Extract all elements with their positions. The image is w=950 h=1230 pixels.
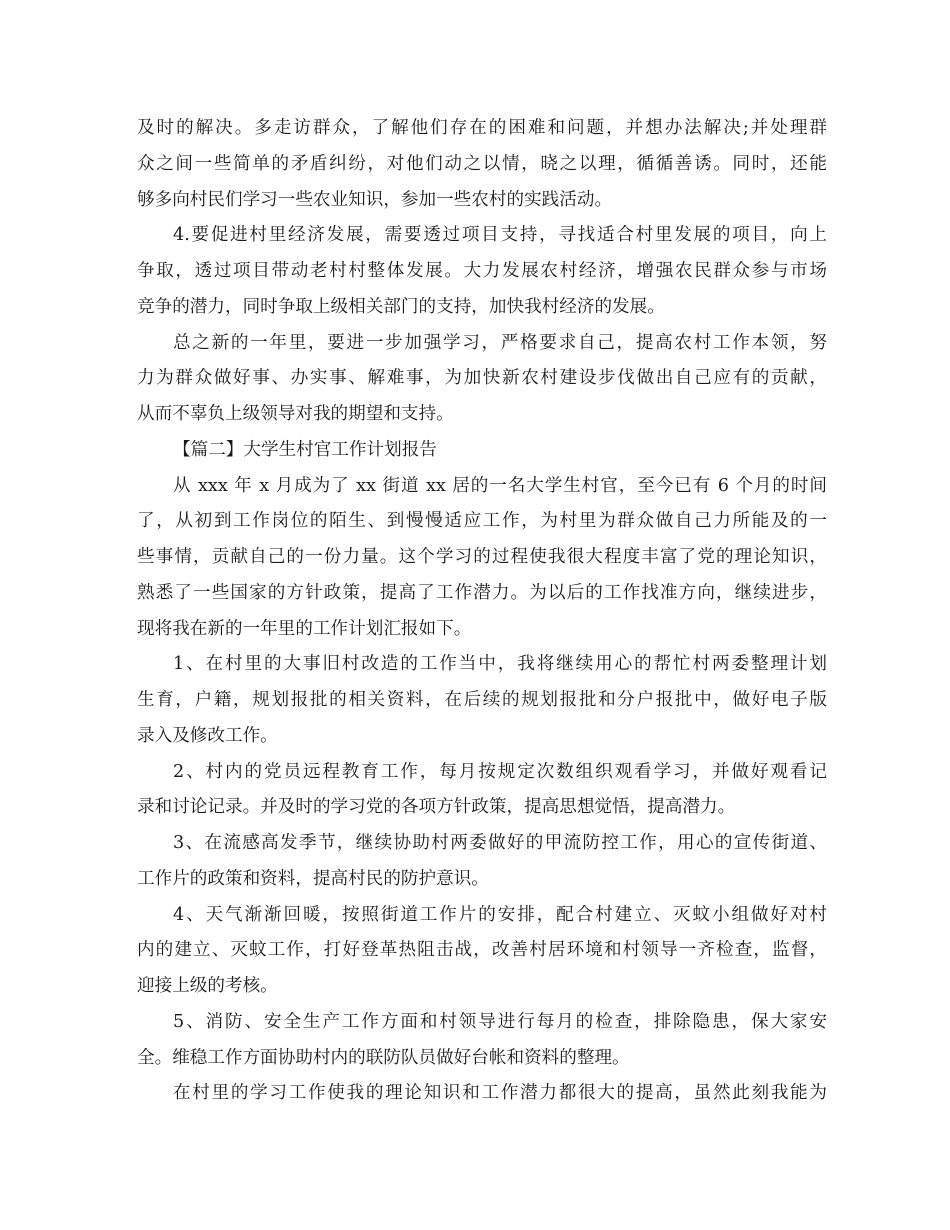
text-line: 从而不辜负上级领导对我的期望和支持。 bbox=[137, 404, 454, 424]
text-line: 了，从初到工作岗位的陌生、到慢慢适应工作，为村里为群众做自己力所能及的一 bbox=[137, 511, 827, 532]
text-line: 及时的解决。多走访群众，了解他们存在的困难和问题，并想办法解决;并处理群 bbox=[137, 118, 827, 138]
text-line: 在村里的学习工作使我的理论知识和工作潜力都很大的提高，虽然此刻我能为 bbox=[173, 1083, 827, 1104]
text-line: 1、在村里的大事旧村改造的工作当中，我将继续用心的帮忙村两委整理计划 bbox=[173, 654, 827, 675]
text-line: 5、消防、安全生产工作方面和村领导进行每月的检查，排除隐患，保大家安 bbox=[173, 1011, 827, 1032]
text-line: 竞争的潜力，同时争取上级相关部门的支持，加快我村经济的发展。 bbox=[137, 296, 665, 317]
text-line: 录和讨论记录。并及时的学习党的各项方针政策，提高思想觉悟，提高潜力。 bbox=[137, 797, 736, 818]
text-line: 从 xxx 年 x 月成为了 xx 街道 xx 居的一名大学生村官，至今已有 6 个月的时间 bbox=[173, 475, 827, 496]
text-line: 力为群众做好事、办实事、解难事，为加快新农村建设步伐做出自己应有的贡献， bbox=[137, 368, 827, 389]
text-line: 生育，户籍，规划报批的相关资料，在后续的规划报批和分户报批中，做好电子版 bbox=[137, 690, 827, 710]
text-line: 3、在流感高发季节，继续协助村两委做好的甲流防控工作，用心的宣传街道、 bbox=[173, 833, 827, 853]
text-line: 现将我在新的一年里的工作计划汇报如下。 bbox=[137, 618, 472, 639]
text-line: 总之新的一年里，要进一步加强学习，严格要求自己，提高农村工作本领，努 bbox=[173, 332, 827, 353]
text-line: 争取，透过项目带动老村村整体发展。大力发展农村经济，增强农民群众参与市场 bbox=[137, 261, 827, 281]
text-line: 工作片的政策和资料，提高村民的防护意识。 bbox=[137, 868, 489, 889]
text-line: 迎接上级的考核。 bbox=[137, 976, 278, 996]
text-line: 够多向村民们学习一些农业知识，参加一些农村的实践活动。 bbox=[137, 189, 613, 210]
text-line: 熟悉了一些国家的方针政策，提高了工作潜力。为以后的工作找准方向，继续进步， bbox=[137, 582, 827, 603]
document-body bbox=[137, 111, 827, 1112]
text-line: 录入及修改工作。 bbox=[137, 725, 278, 746]
text-line: 【篇二】大学生村官工作计划报告 bbox=[173, 439, 437, 460]
text-line: 些事情，贡献自己的一份力量。这个学习的过程使我很大程度丰富了党的理论知识， bbox=[137, 547, 827, 567]
text-line: 众之间一些简单的矛盾纠纷，对他们动之以情，晓之以理，循循善诱。同时，还能 bbox=[137, 153, 827, 174]
text-line: 4、天气渐渐回暖，按照街道工作片的安排，配合村建立、灭蚊小组做好对村 bbox=[173, 904, 827, 925]
text-line: 内的建立、灭蚊工作，打好登革热阻击战，改善村居环境和村领导一齐检查，监督， bbox=[137, 940, 827, 961]
text-line: 全。维稳工作方面协助村内的联防队员做好台帐和资料的整理。 bbox=[137, 1047, 630, 1068]
text-line: 4.要促进村里经济发展，需要透过项目支持，寻找适合村里发展的项目，向上 bbox=[173, 225, 827, 246]
text-line: 2、村内的党员远程教育工作，每月按规定次数组织观看学习，并做好观看记 bbox=[173, 761, 827, 782]
